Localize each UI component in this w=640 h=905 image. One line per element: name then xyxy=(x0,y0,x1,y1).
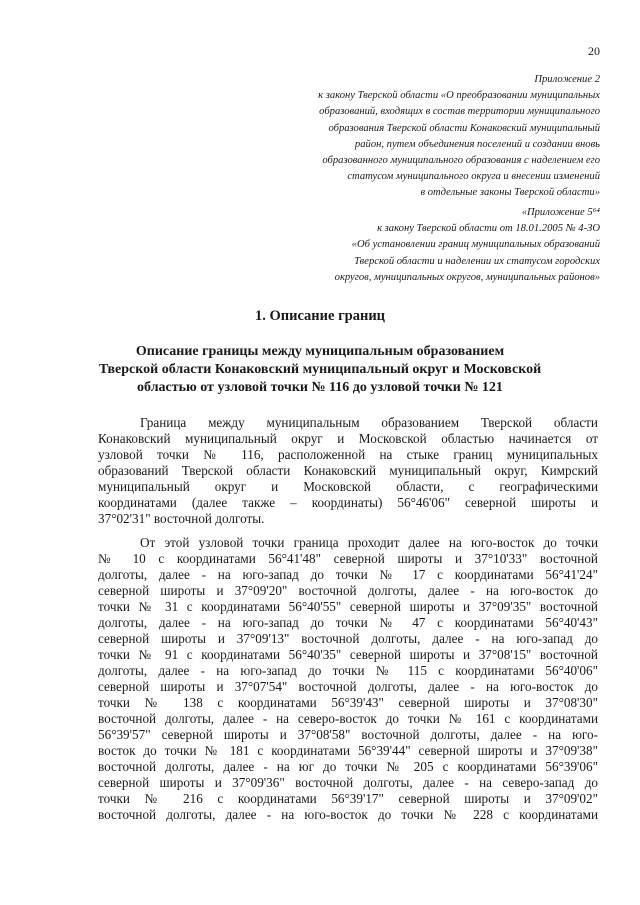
appendix-2-line: район, путем объединения поселений и создании вновь xyxy=(354,138,600,150)
description-title-line: областью от узловой точки № 116 до узловой точки № 121 xyxy=(137,380,503,395)
paragraph-line: восток до точки № 181 с координатами 56°39'44" северной широты и 37°09'38" xyxy=(98,743,598,758)
paragraph-line: долготы, далее - на юго-запад до точки № 17 с координатами 56°41'24" xyxy=(98,567,598,582)
appendix-2-line: Приложение 2 xyxy=(534,74,600,85)
appendix-2-line: образованного муниципального образования с наделением его xyxy=(322,155,600,167)
paragraph-line: долготы, далее - на юго-запад до точки № 47 с координатами 56°40'43" xyxy=(98,615,598,630)
paragraph-line: От этой узловой точки граница проходит далее на юго-восток до точки xyxy=(140,535,598,550)
paragraph-line: восточной долготы, далее - на юго-восток до точки № 228 с координатами xyxy=(98,807,598,822)
appendix-5-64-line: к закону Тверской области от 18.01.2005 № 4-ЗО xyxy=(377,223,600,235)
paragraph-line: точки № 31 с координатами 56°40'55" северной широты и 37°09'35" восточной xyxy=(98,599,598,614)
paragraph-line: Конаковский муниципальный округ и Московской областью начинается от xyxy=(98,431,598,446)
paragraph-1 xyxy=(98,415,598,527)
appendix-5-64-line: «Приложение 5⁶⁴ xyxy=(521,207,600,218)
section-title: 1. Описание границ xyxy=(254,308,386,324)
paragraph-line: северной широты и 37°09'20" восточной долготы, далее - на юго-восток до xyxy=(98,583,598,598)
paragraph-line: восточной долготы, далее - на юг до точки № 205 с координатами 56°39'06" xyxy=(98,759,598,774)
paragraph-line: координатами (далее также – координаты) 56°46'06" северной широты и xyxy=(98,495,598,510)
appendix-2-line: статусом муниципального округа и внесении изменений xyxy=(347,171,600,183)
paragraph-line: муниципальный округ и Московской области, с географическими xyxy=(98,479,598,494)
paragraph-line: северной широты и 37°09'13" восточной долготы, далее - на юго-запад до xyxy=(98,631,598,646)
paragraph-2 xyxy=(98,535,598,823)
appendix-2-line: к закону Тверской области «О преобразовании муниципальных xyxy=(318,90,600,102)
paragraph-line: долготы, далее - на юго-запад до точки № 115 с координатами 56°40'06" xyxy=(98,663,598,678)
appendix-2-line: образований, входящих в состав территории муниципального xyxy=(319,106,600,118)
paragraph-line: 37°02'31" восточной долготы. xyxy=(98,511,265,526)
appendix-5-64-header xyxy=(240,205,600,286)
paragraph-line: точки № 138 с координатами 56°39'43" северной широты и 37°08'30" xyxy=(98,695,598,710)
description-title-line: Описание границы между муниципальным образованием xyxy=(135,344,505,359)
description-title xyxy=(0,343,640,397)
paragraph-line: северной широты и 37°07'54" восточной долготы, далее - на юго-восток до xyxy=(98,679,598,694)
paragraph-line: Граница между муниципальным образованием Тверской области xyxy=(140,415,598,430)
description-title-line: Тверской области Конаковский муниципальный округ и Московской xyxy=(98,362,542,377)
appendix-2-header xyxy=(240,72,600,202)
appendix-2-line: в отдельные законы Тверской области» xyxy=(420,187,600,199)
appendix-5-64-line: «Об установлении границ муниципальных образований xyxy=(351,239,600,251)
paragraph-line: 56°39'57" северной широты и 37°08'58" восточной долготы, далее - на юго- xyxy=(98,727,598,742)
paragraph-line: точки № 216 с координатами 56°39'17" северной широты и 37°09'02" xyxy=(98,791,598,806)
appendix-5-64-line: Тверской области и наделении их статусом городских xyxy=(354,255,600,267)
paragraph-line: северной широты и 37°09'36" восточной долготы, далее - на северо-запад до xyxy=(98,775,598,790)
appendix-2-line: образования Тверской области Конаковский муниципальный xyxy=(328,122,600,134)
paragraph-line: узловой точки № 116, расположенной на стыке границ муниципальных xyxy=(98,447,598,462)
paragraph-line: точки № 91 с координатами 56°40'35" северной широты и 37°08'15" восточной xyxy=(98,647,598,662)
paragraph-line: восточной долготы, далее - на северо-восток до точки № 161 с координатами xyxy=(98,711,598,726)
appendix-5-64-line: округов, муниципальных округов, муниципальных районов» xyxy=(334,271,600,283)
paragraph-line: № 10 с координатами 56°41'48" северной широты и 37°10'33" восточной xyxy=(98,551,598,566)
paragraph-line: образований Тверской области Конаковский муниципальный округ, Кимрский xyxy=(98,463,598,478)
page-number: 20 xyxy=(588,44,600,58)
